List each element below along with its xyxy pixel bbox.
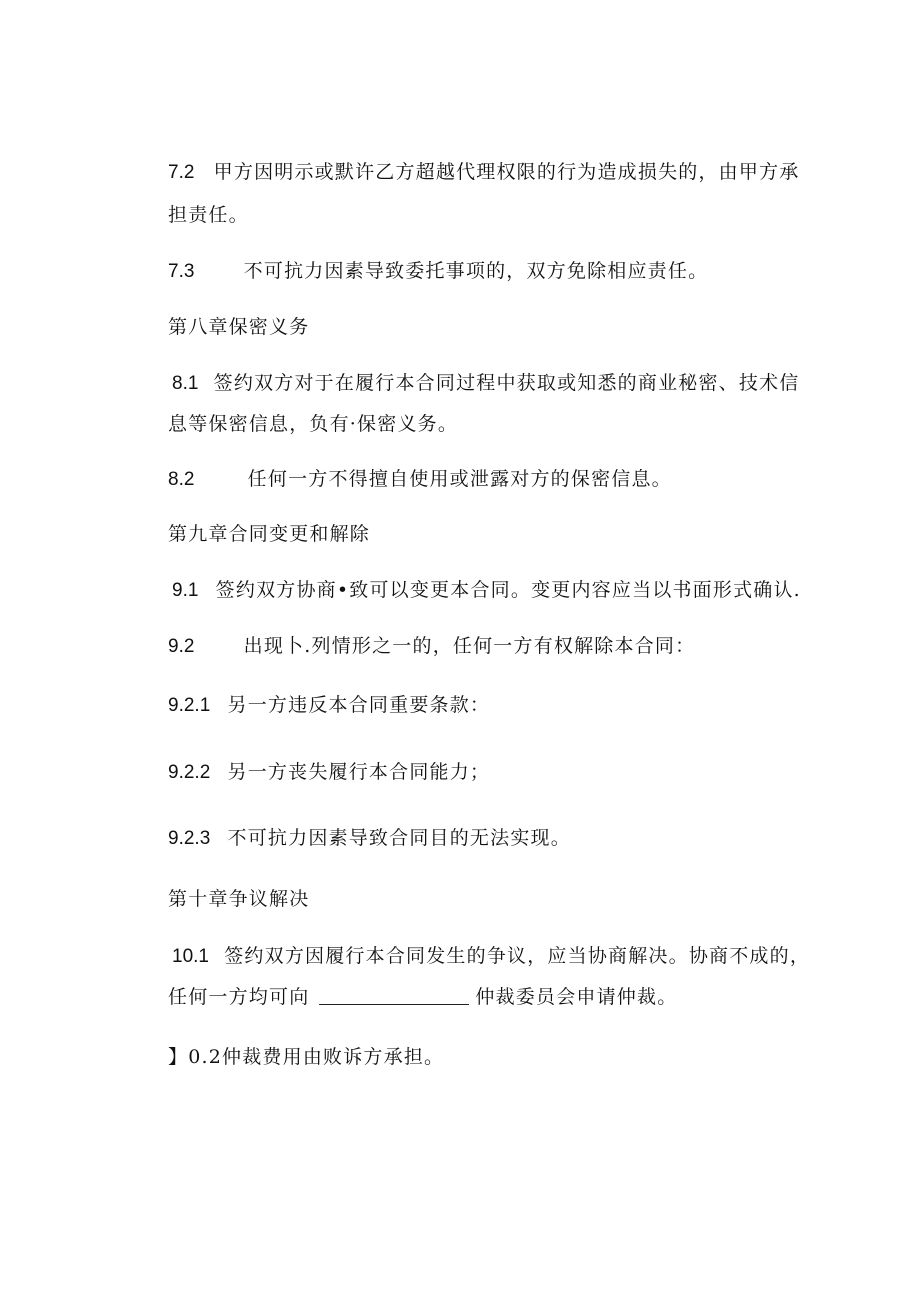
clause-text: 出现卜.列情形之一的，任何一方有权解除本合同： bbox=[243, 635, 696, 657]
clause-text: 另一方违反本合同重要条款： bbox=[227, 694, 491, 716]
clause-text: 任何一方均可向 bbox=[168, 986, 310, 1008]
clause-number: 9.2 bbox=[168, 636, 195, 657]
clause-8-1-line-2: 息等保密信息，负有·保密义务。 bbox=[168, 413, 459, 435]
clause-8-2 bbox=[168, 467, 672, 492]
clause-7-2-line-1 bbox=[168, 160, 799, 185]
clause-number: 9.1 bbox=[172, 580, 199, 601]
clause-text: 签约双方因履行本合同发生的争议，应当协商解决。协商不成的， bbox=[224, 945, 811, 967]
clause-number: 10.1 bbox=[172, 946, 209, 967]
clause-9-2-3 bbox=[168, 826, 571, 851]
clause-number: 9.2.1 bbox=[168, 695, 211, 716]
arbitration-blank bbox=[319, 986, 469, 1005]
clause-number: 8.1 bbox=[172, 373, 199, 394]
clause-7-3 bbox=[168, 259, 708, 284]
clause-number: 9.2.3 bbox=[168, 828, 211, 849]
clause-9-2-2 bbox=[168, 760, 490, 785]
clause-10-1-line-1 bbox=[172, 944, 810, 969]
clause-9-2 bbox=[168, 634, 695, 659]
clause-text: 签约双方对于在履行本合同过程中获取或知悉的商业秘密、技术信 bbox=[213, 372, 800, 394]
chapter-10-title: 第十章争议解决 bbox=[168, 888, 310, 910]
clause-7-2-line-2: 担责任。 bbox=[168, 204, 249, 226]
clause-number: 7.2 bbox=[168, 162, 195, 183]
clause-text: 签约双方协商•致可以变更本合同。变更内容应当以书面形式确认. bbox=[215, 579, 801, 601]
clause-text: 仲裁委员会申请仲裁。 bbox=[475, 986, 678, 1008]
clause-text: 任何一方不得擅自使用或泄露对方的保密信息。 bbox=[247, 468, 672, 490]
chapter-9-title: 第九章合同变更和解除 bbox=[168, 523, 371, 545]
clause-9-2-1 bbox=[168, 693, 490, 718]
clause-8-1-line-1 bbox=[172, 371, 799, 396]
clause-text: 甲方因明示或默许乙方超越代理权限的行为造成损失的，由甲方承 bbox=[213, 161, 800, 183]
clause-number: 9.2.2 bbox=[168, 762, 211, 783]
clause-text: 另一方丧失履行本合同能力； bbox=[227, 761, 491, 783]
clause-number: 7.3 bbox=[168, 261, 195, 282]
clause-10-2: 】0.2仲裁费用由败诉方承担。 bbox=[168, 1046, 445, 1068]
clause-number: 8.2 bbox=[168, 469, 195, 490]
clause-9-1 bbox=[172, 578, 801, 603]
clause-10-1-line-2 bbox=[168, 985, 677, 1009]
clause-text: 不可抗力因素导致委托事项的，双方免除相应责任。 bbox=[243, 260, 709, 282]
chapter-8-title: 第八章保密义务 bbox=[168, 316, 310, 338]
clause-text: 不可抗力因素导致合同目的无法实现。 bbox=[227, 827, 571, 849]
